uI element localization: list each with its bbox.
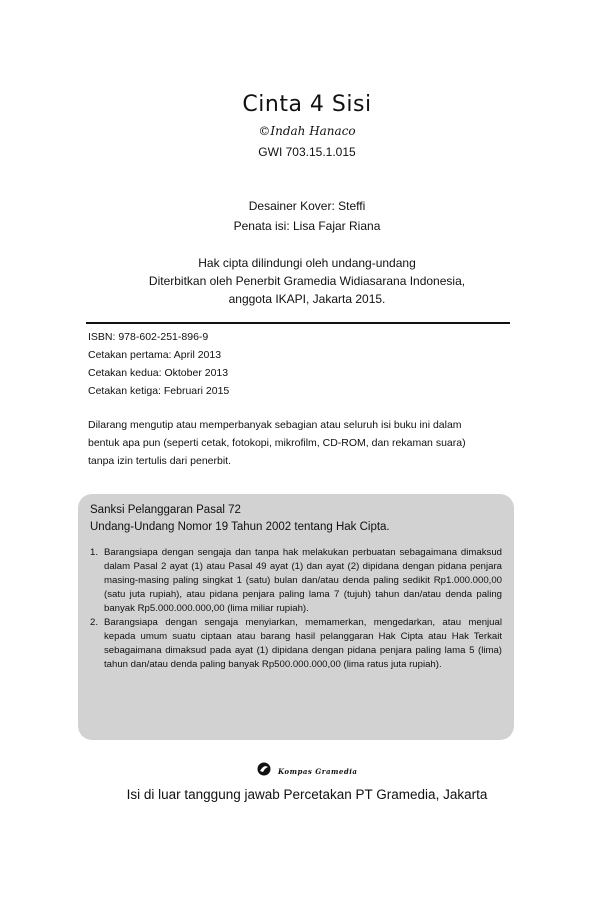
sanction-item-number: 2. (90, 617, 99, 628)
publisher-block (0, 254, 614, 308)
book-code: GWI 703.15.1.015 (258, 145, 356, 159)
prohibition-notice (88, 416, 508, 470)
print-info-block (88, 328, 229, 400)
cover-designer: Desainer Kover: Steffi (248, 199, 366, 213)
printing-disclaimer: Isi di luar tanggung jawab Percetakan PT Gramedia, Jakarta (126, 787, 488, 802)
logo-text: Kompas Gramedia (277, 767, 358, 776)
prohibition-line: bentuk apa pun (seperti cetak, fotokopi, mikrofilm, CD-ROM, dan rekaman suara) (88, 437, 466, 449)
first-printing: Cetakan pertama: April 2013 (88, 349, 222, 361)
third-printing: Cetakan ketiga: Februari 2015 (88, 385, 230, 397)
ikapi-member: anggota IKAPI, Jakarta 2015. (228, 292, 386, 306)
sanction-list (90, 546, 502, 672)
prohibition-line: tanpa izin tertulis dari penerbit. (88, 455, 231, 467)
prohibition-line: Dilarang mengutip atau memperbanyak sebagian atau seluruh isi buku ini dalam (88, 419, 462, 431)
sanction-item (90, 616, 502, 672)
sanction-item (90, 546, 502, 616)
publisher-logo (0, 762, 614, 781)
sanction-item-number: 1. (90, 547, 99, 558)
divider-line (86, 322, 510, 324)
layout-designer: Penata isi: Lisa Fajar Riana (233, 219, 381, 233)
sanction-box (78, 494, 514, 740)
book-author: ©Indah Hanaco (258, 124, 356, 138)
isbn: ISBN: 978-602-251-896-9 (88, 331, 209, 343)
sanction-law: Undang-Undang Nomor 19 Tahun 2002 tentang Hak Cipta. (90, 521, 390, 533)
book-title: Cinta 4 Sisi (242, 92, 372, 117)
sanction-title: Sanksi Pelanggaran Pasal 72 (90, 504, 241, 516)
sanction-item-text: Barangsiapa dengan sengaja dan tanpa hak melakukan perbuatan sebagaimana dimaksud dalam Pasal 2 ayat (1) atau Pasal 49 ayat (1) dan ayat (2) dipidana dengan pidana penjara masing-masing paling singkat 1 (satu) bulan dan/atau denda paling sedikit Rp1.000.000,00 (satu juta rupiah), atau pidana penjara paling lama 7 (tujuh) tahun dan/atau denda paling banyak Rp5.000.000.000,00 (lima miliar rupiah). (104, 547, 502, 614)
published-by: Diterbitkan oleh Penerbit Gramedia Widiasarana Indonesia, (148, 274, 466, 288)
copyright-notice: Hak cipta dilindungi oleh undang-undang (198, 256, 416, 270)
credits-block (0, 196, 614, 236)
sanction-item-text: Barangsiapa dengan sengaja menyiarkan, memamerkan, mengedarkan, atau menjual kepada umum suatu ciptaan atau barang hasil pelanggaran Hak Cipta atau Hak Terkait sebagaimana dimaksud pada ayat (1) dipidana dengan pidana penjara paling lama 5 (lima) tahun dan/atau denda paling banyak Rp500.000.000,00 (lima ratus juta rupiah). (104, 617, 502, 670)
second-printing: Cetakan kedua: Oktober 2013 (88, 367, 229, 379)
kompas-gramedia-logo-icon (257, 762, 271, 781)
